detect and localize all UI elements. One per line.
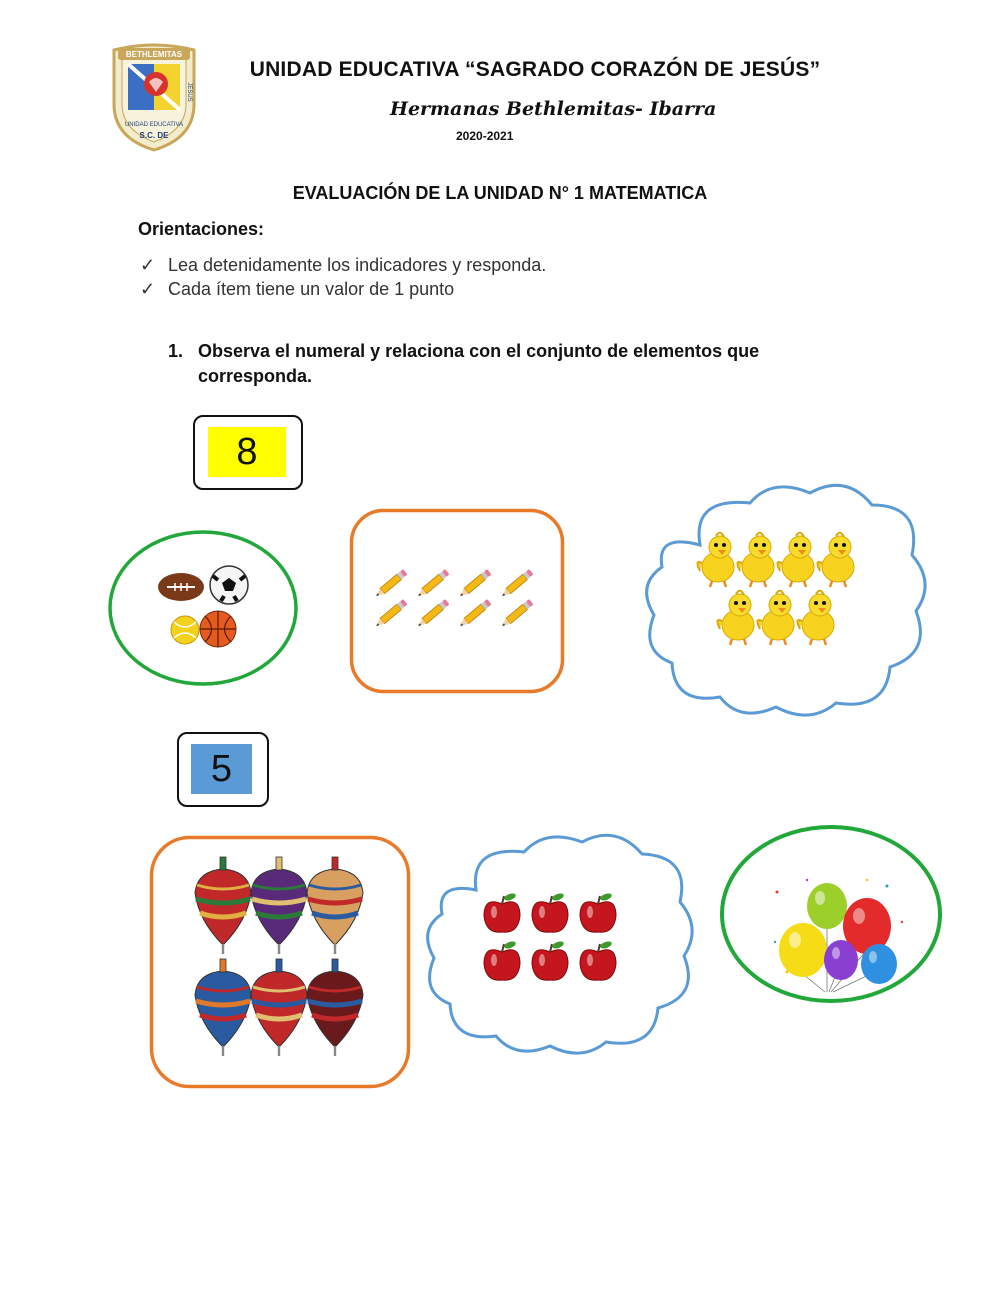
football-icon [158,573,204,601]
basketball-icon [200,611,236,647]
checkmark-icon: ✓ [140,255,156,275]
question-text: Observa el numeral y relaciona con el conjunto de elementos que corresponda. [198,341,760,386]
school-year: 2020-2021 [456,129,514,143]
logo-top-text: BETHLEMITAS [125,50,183,59]
congregation-name: Hermanas Bethlemitas- Ibarra [390,98,717,120]
numeral-8: 8 [208,427,286,477]
logo-bottom-text: S.C. DE [139,131,169,140]
set-spinning-tops[interactable] [149,835,411,1089]
set-balloons[interactable] [717,822,945,1006]
soccer-ball-icon [210,566,248,604]
set-chicks[interactable] [640,475,932,725]
balloon-purple-icon [824,940,858,980]
tennis-ball-icon [171,616,199,644]
question-number: 1. [168,341,184,361]
logo-right-text: JESUS [186,82,192,102]
set-pencils[interactable] [349,508,565,694]
orientation-item: ✓ Cada ítem tiene un valor de 1 punto [140,279,455,299]
orientations-label: Orientaciones: [138,219,265,239]
balloon-green-icon [807,883,847,929]
checkmark-icon: ✓ [140,279,156,299]
numeral-5: 5 [191,744,252,794]
school-name: UNIDAD EDUCATIVA “SAGRADO CORAZÓN DE JESÚS” [249,58,821,81]
set-balls[interactable] [105,528,301,688]
logo-left-text: UNIDAD EDUCATIVA [124,122,184,128]
orientation-item: ✓ Lea detenidamente los indicadores y responda. [140,255,547,275]
question-1 [168,339,868,389]
balloon-yellow-icon [779,923,827,977]
balloon-blue-icon [861,944,897,984]
evaluation-title: EVALUACIÓN DE LA UNIDAD N° 1 MATEMATICA [292,183,708,203]
set-apples[interactable] [420,828,700,1062]
